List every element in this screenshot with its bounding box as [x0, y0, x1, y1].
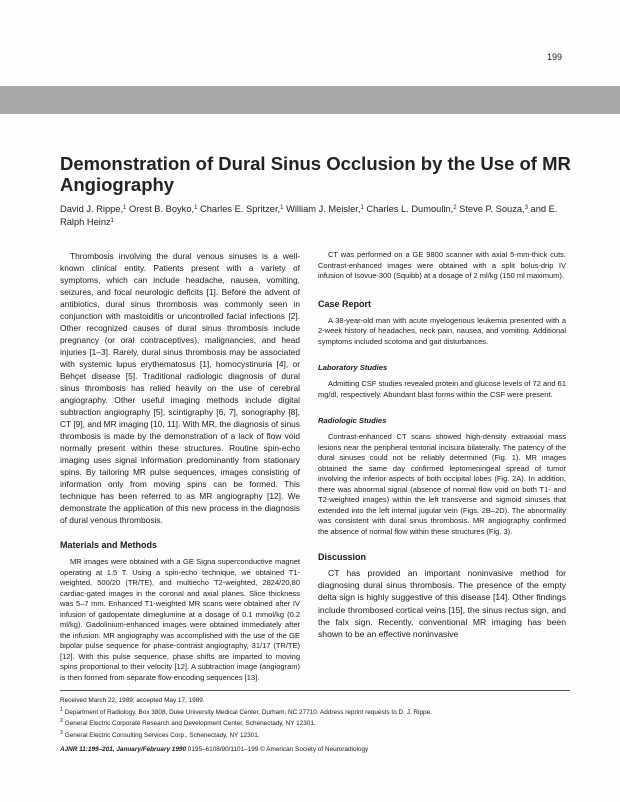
- author-affiliation: 1: [110, 218, 114, 224]
- author-name: Orest B. Boyko,: [128, 204, 195, 214]
- author-affiliation: 1: [123, 205, 127, 211]
- right-column: [318, 250, 566, 640]
- case-report-paragraph: A 38-year-old man with acute myelogenous leukemia presented with a 2-week history of headaches, neck pain, nausea, and vomiting. Additional symptoms included scotoma and gait disturbances.: [318, 315, 566, 346]
- author-name: William J. Meisler,: [286, 204, 361, 214]
- journal-name: AJNR 11:199–201, January/February 1990: [60, 745, 186, 753]
- author-name: David J. Rippe,: [60, 204, 124, 214]
- ct-paragraph: CT was performed on a GE 9800 scanner with axial 5-mm-thick cuts. Contrast-enhanced images were obtained with a split bolus-drip IV infusion of Isovue-300 (Squibb) at a dosage of 2 ml/kg (150 ml maximum).: [318, 250, 566, 280]
- footnote-number: 1: [60, 706, 63, 713]
- footnote: [60, 729, 570, 741]
- author-affiliation: 2: [453, 205, 457, 211]
- materials-paragraph: MR images were obtained with a GE Signa superconductive magnet operating at 1.5 T. Using a spin-echo technique, we obtained T1-weighted, 500/20 (TR/TE), and multiecho T2-weighted, 2824/20,80 cardiac-gated images in the coronal and axial planes. Slice thickness was 5–7 mm. Enhanced T1-weighted MR scans were obtained after IV infusion of gadopentate dimeglumine at a dosage of 0.1 mmol/kg (0.2 ml/kg). Gadolinium-enhanced images were obtained immediately after the infusion. MR angiography was accomplished with the use of the GE bipolar pulse sequence for phase-contrast angiography, 31/17 (TR/TE) [12]. With this pulse sequence, phase shifts are imparted to moving spins proportional to their velocity [12]. A subtraction image (angiogram) is then formed from separate flow-encoding sequences [13].: [60, 557, 300, 682]
- footnote-number: 3: [60, 730, 63, 737]
- radiologic-studies-heading: Radiologic Studies: [318, 416, 387, 425]
- author-name: and E. Ralph Heinz: [60, 204, 558, 227]
- page-number: 199: [546, 52, 562, 62]
- author-affiliation: 1: [360, 205, 364, 211]
- intro-paragraph: Thrombosis involving the dural venous sinuses is a well-known clinical entity. Patients present with a variety of symptoms, which can include headache, nausea, vomiting, seizures, and focal neurologic deficits [1]. Before the advent of antibiotics, dural sinus thrombosis was commonly seen in conjunction with mastoiditis or uncontrolled facial infections [2]. Other recognized causes of dural sinus thrombosis include pregnancy (or oral contraceptives), malignancies, and head injuries [1–3]. Rarely, dural sinus thrombosis may be associated with systemic lupus erythematosus [1], homocystinuria [4], or Behçet disease [5]. Traditional radiologic diagnosis of dural sinus thrombosis has relied heavily on the use of cerebral angiography. Other useful imaging methods include digital subtraction angiography [5], scintigraphy [6, 7], sonography [8], CT [9], and MR imaging [10, 11]. With MR, the diagnosis of sinus thrombosis is made by the demonstration of a lack of flow void normally present within these structures. Routine spin-echo imaging uses signal information predominantly from stationary spins. By tailoring MR pulse sequences, images consisting of information only from moving spins can be formed. This technique has been referred to as MR angiography [12]. We demonstrate the application of this new process in the diagnosis of dural venous thrombosis.: [60, 251, 300, 525]
- case-report-heading: Case Report: [318, 298, 372, 309]
- author-name: Charles L. Dumoulin,: [366, 204, 454, 214]
- lab-studies-heading: Laboratory Studies: [318, 363, 388, 372]
- header-band: [0, 86, 620, 114]
- received-date: Received March 22, 1989; accepted May 17, 1989.: [60, 697, 205, 704]
- author-name: Charles E. Spritzer,: [200, 204, 281, 214]
- author-affiliation: 1: [194, 205, 198, 211]
- footnote: [60, 706, 570, 718]
- footnote-text: General Electric Corporate Research and Development Center, Schenectady, NY 12301.: [64, 720, 316, 728]
- author-name: Steve P. Souza,: [459, 204, 525, 214]
- author-list: [60, 203, 580, 229]
- journal-citation: [60, 745, 570, 755]
- lab-studies-paragraph: Admitting CSF studies revealed protein and glucose levels of 72 and 61 mg/dl, respectively. Abundant blast forms within the CSF were present.: [318, 379, 566, 399]
- footnote-number: 2: [60, 718, 63, 725]
- footnote: [60, 717, 570, 729]
- author-affiliation: 3: [524, 205, 528, 211]
- left-column: [60, 250, 300, 683]
- discussion-paragraph: CT has provided an important noninvasive method for diagnosing dural sinus thrombosis. The presence of the empty delta sign is highly suggestive of this disease [14]. Other findings include thrombosed cortical veins [15], the sinus rectus sign, and the falx sign. Recently, conventional MR imaging has been shown to be an effective noninvasive: [318, 568, 566, 640]
- radiologic-studies-paragraph: Contrast-enhanced CT scans showed high-density extraaxial mass lesions near the peripheral tentorial incisura bilaterally. The patency of the dural sinuses could not be reliably determined (Fig. 1). MR images obtained the same day confirmed leptomeningeal spread of tumor involving the inferior aspects of both occipital lobes (Fig. 2A). In addition, there was abnormal signal (absence of normal flow void on both T1- and T2-weighted images) within the left transverse and sigmoid sinuses that extended into the left internal jugular vein (Figs. 2B–2D). The abnormality was consistent with dural sinus thrombosis. MR angiography confirmed the absence of normal flow within these structures (Fig. 3).: [318, 432, 566, 536]
- article-title: Demonstration of Dural Sinus Occlusion by the Use of MR Angiography: [60, 153, 571, 195]
- materials-heading: Materials and Methods: [60, 540, 158, 550]
- journal-copyright: 0195–6108/90/1101–199 © American Society of Neuroradiology: [187, 745, 369, 753]
- author-affiliation: 1: [280, 205, 284, 211]
- footnote-text: Department of Radiology, Box 3808, Duke University Medical Center, Durham, NC 27710. Address reprint requests to D. J. Rippe.: [64, 708, 432, 716]
- footnote-text: General Electric Consulting Services Corp., Schenectady, NY 12301.: [64, 732, 260, 740]
- footnotes: [60, 690, 570, 754]
- discussion-heading: Discussion: [318, 552, 367, 562]
